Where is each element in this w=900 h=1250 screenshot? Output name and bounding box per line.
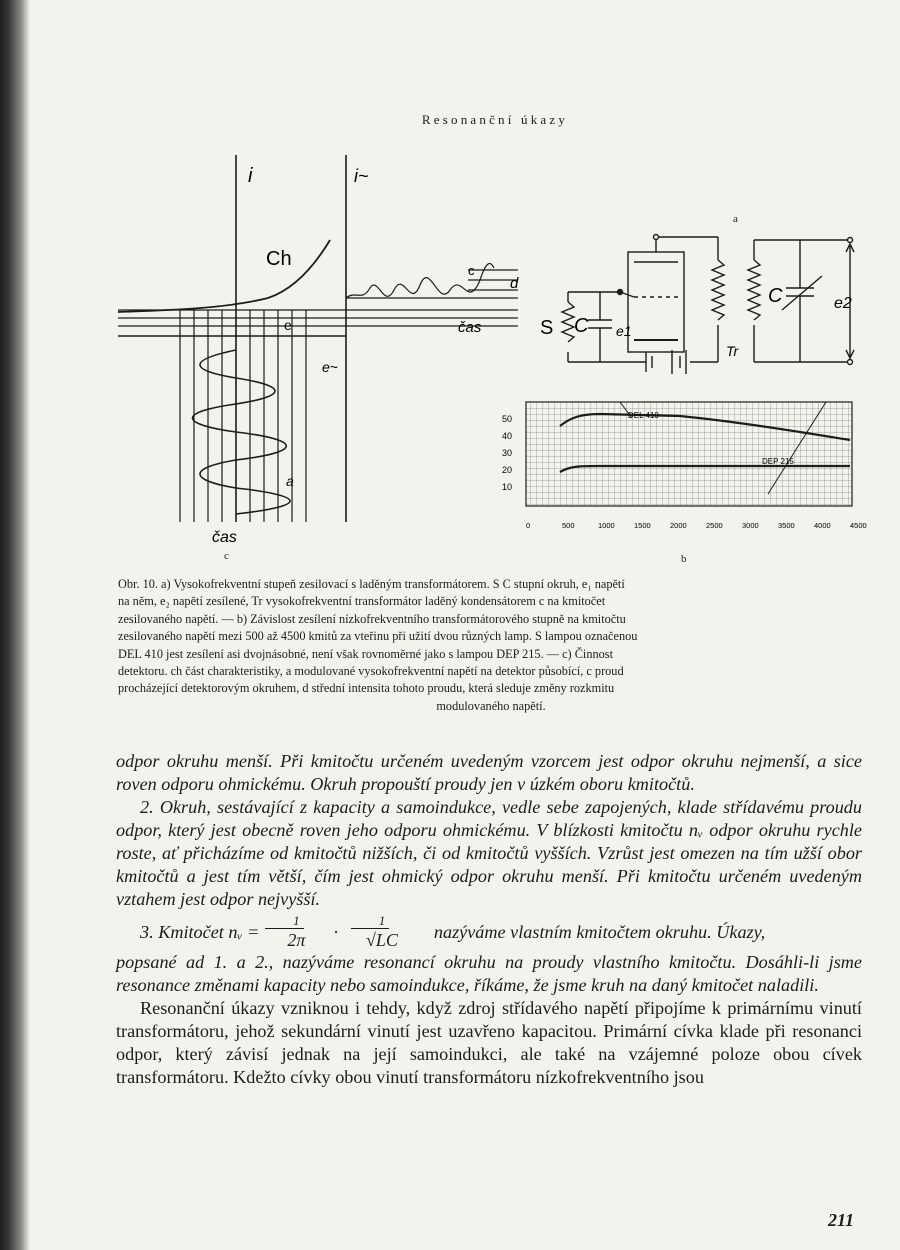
caption-line: procházející detektorovým okruhem, d střední intensita tohoto proudu, která sleduje změny rozkmitu xyxy=(118,681,615,696)
paragraph-1: odpor okruhu menší. Při kmitočtu určeném uvedeným vzorcem jest odpor okruhu nejmenší, a sice roven odporu ohmickému. Okruh propouští proudy jen v úzkém oboru kmitočtů. xyxy=(116,751,862,794)
figure-caption xyxy=(118,576,864,715)
figure-a-circuit xyxy=(540,232,870,377)
x-tick-label: 500 xyxy=(562,521,575,530)
label-e1: e1 xyxy=(616,323,632,339)
x-tick-label: 0 xyxy=(526,521,531,530)
caption-line: zesilovaného napětí. — b) Závislost zesílení nízkofrekventního transformátorového stupně na kmitočtu xyxy=(118,611,626,626)
x-tick-label: 2500 xyxy=(706,521,723,530)
formula-line xyxy=(116,914,862,951)
label-i-sub: i~ xyxy=(354,166,369,186)
y-tick-label: 40 xyxy=(502,431,513,441)
body-text xyxy=(116,750,862,1089)
figure-a-sublabel: a xyxy=(733,213,738,225)
label-s: S xyxy=(540,317,554,339)
y-tick-label: 50 xyxy=(502,414,513,424)
figure-b-sublabel: b xyxy=(681,553,687,565)
y-tick-label: 10 xyxy=(502,482,513,492)
label-a: a xyxy=(286,473,294,489)
x-tick-label: 2000 xyxy=(670,521,687,530)
paragraph-2: 2. Okruh, sestávající z kapacity a samoindukce, vedle sebe zapojených, klade střídavému proudu odpor, který jest obecně roven jeho odporu ohmickému. V blízkosti kmitočtu nᵥ odpor okruhu rychle roste, ať přicházíme od kmitočtů nižších, či od kmitočtů vyšších. Vzrůst jest omezen na tím užší obor kmitočtů a jest tím větší, čím jest ohmický odpor okruhu menší. Při kmitočtu určeném uvedeným vztahem jest odpor nejvyšší. xyxy=(116,797,862,909)
x-tick-label: 4500 xyxy=(850,521,867,530)
figure-c-sublabel: c xyxy=(224,550,229,562)
caption-line: DEL 410 jest zesílení asi dvojnásobné, není však rovnoměrné jako s lampou DEP 215. — c) Činnost xyxy=(118,646,613,661)
figure-b-graph xyxy=(500,396,870,536)
x-tick-label: 3500 xyxy=(778,521,795,530)
label-d: d xyxy=(510,275,519,292)
label-ch: Ch xyxy=(266,248,292,270)
label-del410: DEL 410 xyxy=(628,411,659,420)
formula-dot: · xyxy=(333,922,338,942)
paragraph-4: Resonanční úkazy vzniknou i tehdy, když zdroj střídavého napětí připojíme k primárnímu vinutí transformátoru, jehož sekundární vinutí jest uzavřeno kapacitou. Primární cívka klade při resonanci odpor, který závisí jednak na její samoindukci, ale také na vzájemné poloze obou cívek transformátoru. Kdežto cívky obou vinutí transformátoru nízkofrekventního jsou xyxy=(116,998,862,1087)
label-e: e xyxy=(284,317,292,333)
running-head: Resonanční úkazy xyxy=(421,112,569,127)
label-cas-bottom: čas xyxy=(212,529,237,546)
label-e-sub: e~ xyxy=(322,359,338,375)
label-c: c xyxy=(468,263,475,278)
figure-c-detector xyxy=(118,150,531,560)
caption-line: zesilovaného napětí mezi 500 až 4500 kmitů za vteřinu při užití dvou různých lamp. S lampou označenou xyxy=(118,629,638,644)
label-c2: C xyxy=(768,285,783,307)
y-tick-label: 20 xyxy=(502,465,513,475)
caption-line: detektoru. ch část charakteristiky, a modulované vysokofrekventní napětí na detektor působící, c proud xyxy=(118,664,624,679)
fraction-1: $\frac{1}{2\pi}$ xyxy=(263,914,305,951)
x-tick-label: 4000 xyxy=(814,521,831,530)
caption-last-line: modulovaného napětí. xyxy=(436,698,546,713)
label-cas-right: čas xyxy=(458,319,482,336)
label-tr: Tr xyxy=(726,343,739,359)
label-c1: C xyxy=(574,315,589,337)
page-number: 211 xyxy=(828,1210,855,1230)
x-tick-label: 1000 xyxy=(598,521,615,530)
fraction-2: $\frac{1}{√LC}$ xyxy=(342,914,398,951)
paragraph-3: popsané ad 1. a 2., nazýváme resonancí okruhu na proudy vlastního kmitočtu. Dosáhli-li jsme resonance změnami kapacity nebo samoindukce, říkáme, že jsme kruh na daný kmitočet naladili. xyxy=(116,952,862,995)
label-e2: e2 xyxy=(834,295,852,312)
x-tick-label: 1500 xyxy=(634,521,651,530)
label-i: i xyxy=(248,165,253,187)
x-tick-label: 3000 xyxy=(742,521,759,530)
book-gutter xyxy=(0,0,30,1250)
y-tick-label: 30 xyxy=(502,448,513,458)
caption-line: na něm, e₂ napětí zesílené, Tr vysokofrekventní transformátor laděný kondensátorem c na kmitočet xyxy=(118,594,606,609)
caption-line: Obr. 10. a) Vysokofrekventní stupeň zesilovací s laděným transformátorem. S C stupní okruh, e₁ napětí xyxy=(118,577,625,591)
formula-suffix: nazýváme vlastním kmitočtem okruhu. Úkazy, xyxy=(433,922,766,942)
label-dep215: DEP 215 xyxy=(762,457,794,466)
y-tick-labels xyxy=(502,414,512,492)
formula-prefix: 3. Kmitočet nᵥ = xyxy=(140,922,260,942)
x-tick-labels xyxy=(526,521,867,530)
